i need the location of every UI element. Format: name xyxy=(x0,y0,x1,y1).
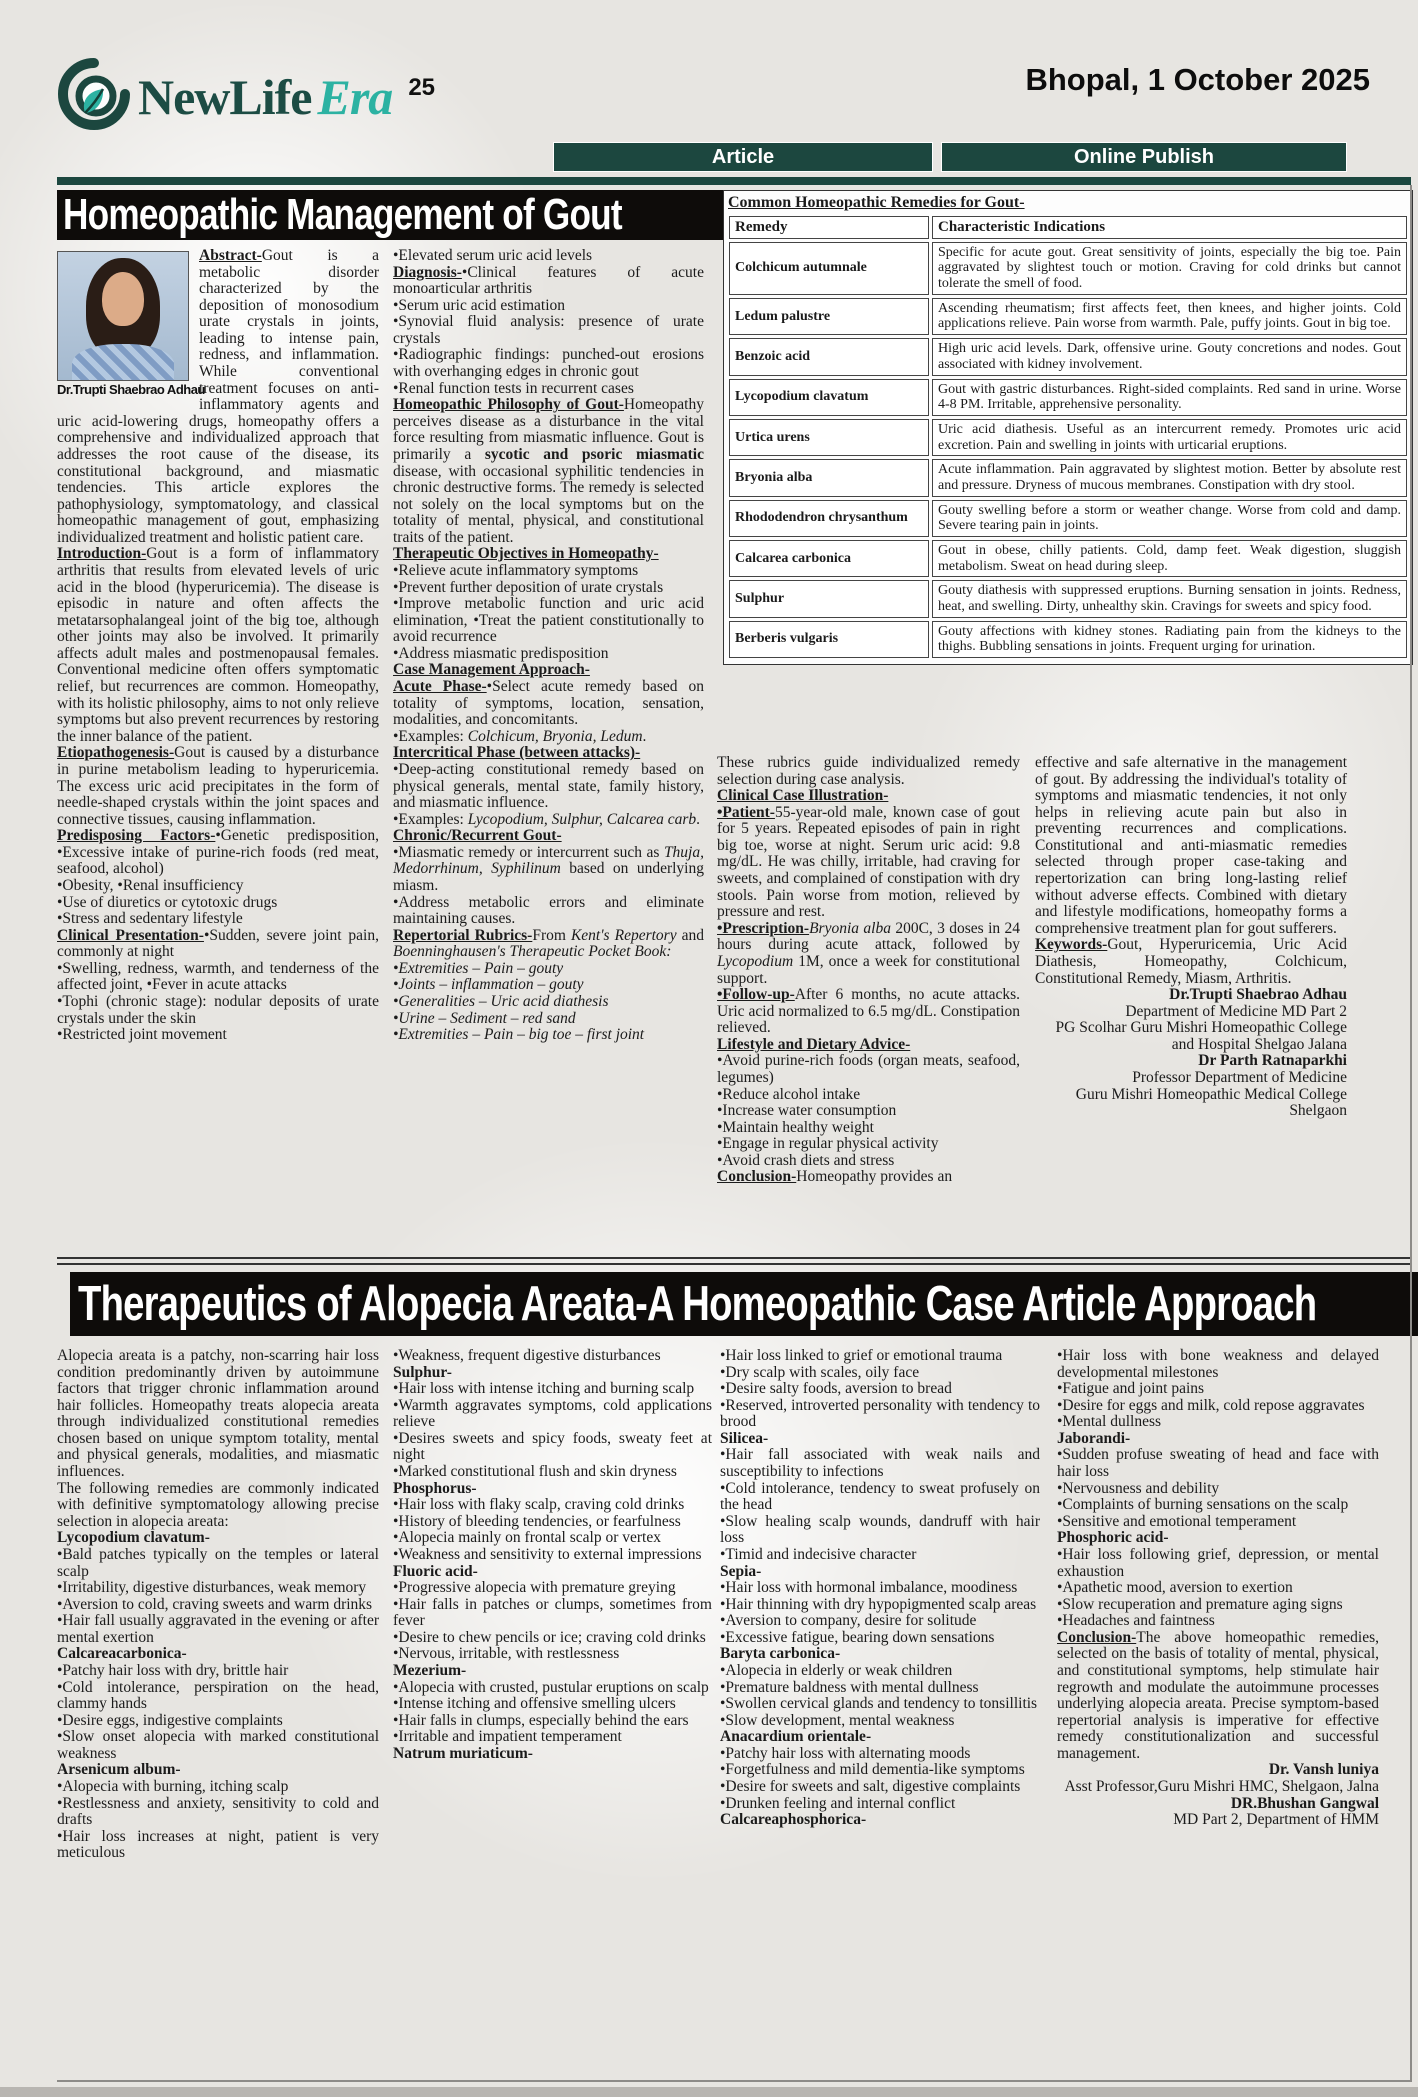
paragraph: •Desires sweets and spicy foods, sweaty feet at night xyxy=(393,1429,712,1464)
article2-column-3 xyxy=(720,1348,1040,1829)
article1-title-bar xyxy=(57,190,753,240)
paragraph: •Desire to chew pencils or ice; craving cold drinks xyxy=(393,1628,706,1646)
paragraph: •Timid and indecisive character xyxy=(720,1545,917,1563)
article2-column-4 xyxy=(1057,1348,1379,1829)
paragraph: •Hair fall usually aggravated in the evening or after mental exertion xyxy=(57,1612,379,1646)
paragraph: •Desire for sweets and salt, digestive complaints xyxy=(720,1778,1021,1796)
paragraph: •Irritable and impatient temperament xyxy=(393,1728,622,1746)
paragraph: Calcareaphosphorica- xyxy=(720,1811,867,1829)
paragraph: Introduction-Gout is a form of inflammatory arthritis that results from elevated levels of uric acid in the blood (hyperuricemia). The disease is episodic in nature and often affects the metatarsophalangeal joint of the big toe, although other joints may also be involved. It primarily affects adult males and postmenopausal females. Conventional medicine often offers symptomatic relief, but recurrences are common. Homeopathy, with its holistic philosophy, aims to not only relieve symptoms but also prevent recurrences by restoring the inner balance of the patient. xyxy=(57,545,379,745)
article1-column-1 xyxy=(57,248,379,1044)
paragraph: •Hair loss with hormonal imbalance, moodiness xyxy=(720,1579,1018,1597)
portrait-face xyxy=(102,272,144,326)
remedies-table-title: Common Homeopathic Remedies for Gout- xyxy=(728,194,1025,211)
remedy-indications: Ascending rheumatism; first affects feet, then knees, and higher joints. Cold applications relieve. Pain worse from warmth. Pale, puffy joints. Gout in big toe. xyxy=(932,298,1407,335)
paragraph: Arsenicum album- xyxy=(57,1761,181,1779)
paragraph: Etiopathogenesis-Gout is caused by a disturbance in purine metabolism leading to hyperuricemia. The excess uric acid precipitates in the form of needle-shaped crystals within the joint spaces and connective tissues, causing inflammation. xyxy=(57,744,379,828)
paragraph: •Reserved, introverted personality with tendency to brood xyxy=(720,1396,1040,1431)
column-header-remedy: Remedy xyxy=(729,216,929,239)
paragraph: •Examples: Lycopodium, Sulphur, Calcarea carb. xyxy=(393,810,701,828)
remedy-name: Calcarea carbonica xyxy=(729,540,929,577)
paragraph: Case Management Approach- xyxy=(393,661,590,679)
brand-name xyxy=(138,68,393,125)
paragraph: •Stress and sedentary lifestyle xyxy=(57,910,243,928)
paragraph: •Drunken feeling and internal conflict xyxy=(720,1794,956,1812)
paragraph: Professor Department of Medicine xyxy=(1132,1068,1347,1086)
brand-name-primary: NewLife xyxy=(138,68,312,125)
paragraph: •Patient-55-year-old male, known case of gout for 5 years. Repeated episodes of pain in right big toe, worse at night. Serum uric acid: 9.8 mg/dL. He was chilly, irritable, had craving for sweets, and complained of constipation with dry stools. Pain worse from motion, relieved by pressure and rest. xyxy=(717,803,1020,921)
paragraph: Anacardium orientale- xyxy=(720,1728,872,1746)
paragraph: Repertorial Rubrics-From Kent's Repertory and Boenninghausen's Therapeutic Pocket Book: xyxy=(393,926,704,961)
paragraph: •Aversion to company, desire for solitude xyxy=(720,1612,977,1630)
paragraph: •Slow development, mental weakness xyxy=(720,1711,955,1729)
header-rule xyxy=(57,177,1411,185)
paragraph: •Joints – inflammation – gouty xyxy=(393,976,584,994)
photo-caption: Dr.Trupti Shaebrao Adhau xyxy=(57,382,205,397)
paragraph: Acute Phase-•Select acute remedy based on totality of symptoms, location, sensation, modalities, and concomitants. xyxy=(393,678,704,729)
paragraph: Alopecia areata is a patchy, non-scarring hair loss condition predominantly driven by autoimmune factors that trigger chronic inflammation around hair follicles. Homeopathy treats alopecia areata through individualized constitutional remedies chosen based on unique symptom totality, mental and physical generals, modalities, and miasmatic influences. xyxy=(57,1347,379,1481)
paragraph: •Elevated serum uric acid levels xyxy=(393,247,593,264)
author-portrait-photo xyxy=(57,251,189,381)
column-header-indications: Characteristic Indications xyxy=(932,216,1407,239)
table-row xyxy=(729,540,1407,577)
table-row xyxy=(729,298,1407,335)
paragraph: •Relieve acute inflammatory symptoms xyxy=(393,561,639,579)
paragraph: •Tophi (chronic stage): nodular deposits of urate crystals under the skin xyxy=(57,993,379,1027)
dateline: Bhopal, 1 October 2025 xyxy=(1025,62,1370,97)
paragraph: •Deep-acting constitutional remedy based on physical generals, mental state, family history, and miasmatic influence. xyxy=(393,760,704,812)
paragraph: •Sudden profuse sweating of head and face with hair loss xyxy=(1057,1446,1379,1481)
paragraph: Natrum muriaticum- xyxy=(393,1744,533,1762)
paragraph: Dr. Vansh luniya xyxy=(1268,1761,1379,1779)
paragraph: •Aversion to cold, craving sweets and warm drinks xyxy=(57,1595,373,1613)
remedy-name: Bryonia alba xyxy=(729,459,929,496)
paragraph: •Address miasmatic predisposition xyxy=(393,644,609,662)
remedy-name: Berberis vulgaris xyxy=(729,621,929,658)
table-row xyxy=(729,500,1407,537)
paragraph: Predisposing Factors-•Genetic predisposition, •Excessive intake of purine-rich foods (red meat, seafood, alcohol) xyxy=(57,827,379,878)
paragraph: Sulphur- xyxy=(393,1363,452,1381)
paragraph: •Synovial fluid analysis: presence of urate crystals xyxy=(393,313,704,347)
paragraph: Dr Parth Ratnaparkhi xyxy=(1198,1052,1347,1070)
article1-column-4 xyxy=(1035,755,1347,1120)
paragraph: •Weakness, frequent digestive disturbances xyxy=(393,1347,661,1364)
paragraph: •Restricted joint movement xyxy=(57,1026,227,1044)
remedy-name: Sulphur xyxy=(729,580,929,617)
paragraph: Keywords-Gout, Hyperuricemia, Uric Acid Diathesis, Homeopathy, Colchicum, Constitutional Remedy, Miasm, Arthritis. xyxy=(1035,936,1347,987)
paragraph: •Miasmatic remedy or intercurrent such as Thuja, Medorrhinum, Syphilinum based on underlying miasm. xyxy=(393,843,704,894)
paragraph: •Swelling, redness, warmth, and tenderness of the affected joint, •Fever in acute attacks xyxy=(57,959,379,994)
table-row xyxy=(729,621,1407,658)
paragraph: •Generalities – Uric acid diathesis xyxy=(393,993,609,1011)
paragraph: •Address metabolic errors and eliminate maintaining causes. xyxy=(393,893,704,928)
paragraph: •Mental dullness xyxy=(1057,1413,1162,1431)
remedy-indications: Gouty affections with kidney stones. Radiating pain from the kidneys to the thighs. Bubbling sensations in joints. Frequent urging for urination. xyxy=(932,621,1407,658)
paragraph: •Alopecia in elderly or weak children xyxy=(720,1661,953,1679)
paragraph: •Serum uric acid estimation xyxy=(393,296,566,314)
remedy-indications: Acute inflammation. Pain aggravated by slightest motion. Better by absolute rest and pressure. Dryness of mucous membranes. Constipation with dry stool. xyxy=(932,459,1407,496)
masthead xyxy=(58,58,435,135)
paragraph: •Alopecia mainly on frontal scalp or vertex xyxy=(393,1529,661,1547)
paragraph: •Cold intolerance, perspiration on the head, clammy hands xyxy=(57,1678,379,1713)
paragraph: •Bald patches typically on the temples or lateral scalp xyxy=(57,1545,379,1580)
table-header-row xyxy=(729,216,1407,239)
paragraph: •Weakness and sensitivity to external impressions xyxy=(393,1545,702,1563)
paragraph: •Hair loss increases at night, patient is very meticulous xyxy=(57,1827,379,1862)
paragraph: •Irritability, digestive disturbances, weak memory xyxy=(57,1579,367,1597)
remedy-name: Lycopodium clavatum xyxy=(729,379,929,416)
article2-column-1 xyxy=(57,1348,379,1862)
article2-title-bar xyxy=(70,1272,1418,1336)
paragraph: •Extremities – Pain – gouty xyxy=(393,959,564,977)
paragraph: Phosphorus- xyxy=(393,1479,477,1497)
paragraph: •Headaches and faintness xyxy=(1057,1612,1215,1630)
paragraph: Baryta carbonica- xyxy=(720,1645,841,1663)
paragraph: •Maintain healthy weight xyxy=(717,1118,874,1136)
remedy-name: Urtica urens xyxy=(729,419,929,456)
paragraph: •Improve metabolic function and uric acid elimination, •Treat the patient constitutionally to avoid recurrence xyxy=(393,595,704,646)
paragraph: •Slow healing scalp wounds, dandruff with hair loss xyxy=(720,1512,1040,1547)
paragraph: •Desire salty foods, aversion to bread xyxy=(720,1380,952,1398)
portrait-body xyxy=(72,344,174,381)
table-row xyxy=(729,379,1407,416)
remedy-indications: Gouty swelling before a storm or weather change. Worse from cold and damp. Severe tearing pain in joints. xyxy=(932,500,1407,537)
section-separator-bottom xyxy=(57,1263,1412,1265)
article2-title: Therapeutics of Alopecia Areata-A Homeopathic Case Article Approach xyxy=(78,1277,1317,1331)
paragraph: •Forgetfulness and mild dementia-like symptoms xyxy=(720,1761,1025,1779)
table-row xyxy=(729,242,1407,295)
paragraph: •Hair loss linked to grief or emotional trauma xyxy=(720,1347,1003,1364)
paragraph: •Use of diuretics or cytotoxic drugs xyxy=(57,893,278,911)
table-row xyxy=(729,580,1407,617)
paragraph: •Slow onset alopecia with marked constitutional weakness xyxy=(57,1728,379,1762)
paragraph: •Warmth aggravates symptoms, cold applications relieve xyxy=(393,1396,712,1431)
paragraph: •Desire eggs, indigestive complaints xyxy=(57,1711,283,1729)
paragraph: •Prescription-Bryonia alba 200C, 3 doses in 24 hours during acute attack, followed by Lycopodium 1M, once a week for constitutional support. xyxy=(717,919,1020,987)
paragraph: Guru Mishri Homeopathic Medical College Shelgaon xyxy=(1075,1085,1347,1120)
paragraph: Department of Medicine MD Part 2 xyxy=(1125,1002,1347,1020)
paragraph: •Intense itching and offensive smelling ulcers xyxy=(393,1695,676,1713)
paragraph: •Nervousness and debility xyxy=(1057,1479,1220,1497)
paragraph: •Follow-up-After 6 months, no acute attacks. Uric acid normalized to 6.5 mg/dL. Constipation relieved. xyxy=(717,986,1020,1037)
paragraph: MD Part 2, Department of HMM xyxy=(1173,1811,1379,1829)
article1-column-3 xyxy=(717,755,1020,1186)
paragraph: •Restlessness and anxiety, sensitivity to cold and drafts xyxy=(57,1794,379,1829)
remedy-indications: Gout in obese, chilly patients. Cold, damp feet. Weak digestion, sluggish metabolism. Sweat on head during sleep. xyxy=(932,540,1407,577)
paragraph: •Premature baldness with mental dullness xyxy=(720,1678,979,1696)
remedy-indications: High uric acid levels. Dark, offensive urine. Gouty concretions and nodes. Gout associated with kidney involvement. xyxy=(932,338,1407,375)
paragraph: •Swollen cervical glands and tendency to tonsillitis xyxy=(720,1695,1038,1713)
paragraph: Calcareacarbonica- xyxy=(57,1645,187,1663)
paragraph: •History of bleeding tendencies, or fearfulness xyxy=(393,1512,681,1530)
paragraph: Dr.Trupti Shaebrao Adhau xyxy=(1169,986,1347,1004)
section-separator-top xyxy=(57,1257,1412,1259)
paragraph: •Nervous, irritable, with restlessness xyxy=(393,1645,620,1663)
paragraph: •Hair loss following grief, depression, or mental exhaustion xyxy=(1057,1545,1379,1580)
paragraph: •Hair thinning with dry hypopigmented scalp areas xyxy=(720,1595,1037,1613)
remedy-name: Ledum palustre xyxy=(729,298,929,335)
paragraph: •Hair loss with bone weakness and delayed developmental milestones xyxy=(1057,1347,1379,1381)
article2-column-2 xyxy=(393,1348,712,1762)
paragraph: Asst Professor,Guru Mishri HMC, Shelgaon, Jalna xyxy=(1064,1778,1379,1796)
author-portrait-block xyxy=(57,251,205,397)
paragraph: •Reduce alcohol intake xyxy=(717,1085,861,1103)
paragraph: Homeopathic Philosophy of Gout-Homeopathy perceives disease as a disturbance in the vital force resulting from miasmatic influence. Gout is primarily a sycotic and psoric miasmatic disease, with occasional syphilitic tendencies in chronic destructive forms. The remedy is selected not solely on the local symptoms but on the totality of mental, physical, and constitutional traits of the patient. xyxy=(393,396,704,546)
paragraph: •Marked constitutional flush and skin dryness xyxy=(393,1463,677,1481)
paragraph: Conclusion-The above homeopathic remedies, selected on the basis of totality of mental, physical, and constitutional symptoms, help stimulate hair regrowth and modulate the autoimmune processes underlying alopecia areata. Precise symptom-based repertorial analysis is imperative for effective remedy constitutionalization and successful management. xyxy=(1057,1628,1379,1762)
paragraph: •Cold intolerance, tendency to sweat profusely on the head xyxy=(720,1479,1040,1514)
paragraph: Chronic/Recurrent Gout- xyxy=(393,827,562,845)
paragraph: •Apathetic mood, aversion to exertion xyxy=(1057,1579,1293,1597)
paragraph: •Increase water consumption xyxy=(717,1102,897,1120)
paragraph: Mezerium- xyxy=(393,1661,467,1679)
paragraph: •Prevent further deposition of urate crystals xyxy=(393,578,664,596)
paragraph: •Fatigue and joint pains xyxy=(1057,1380,1205,1398)
remedies-table xyxy=(723,190,1413,665)
paragraph: •Dry scalp with scales, oily face xyxy=(720,1363,920,1381)
paragraph: Lifestyle and Dietary Advice- xyxy=(717,1035,911,1053)
remedy-name: Rhododendron chrysanthum xyxy=(729,500,929,537)
paragraph: Therapeutic Objectives in Homeopathy- xyxy=(393,545,659,563)
paragraph: •Obesity, •Renal insufficiency xyxy=(57,876,244,894)
remedy-indications: Specific for acute gout. Great sensitivity of joints, especially the big toe. Pain aggravated by slightest touch or motion. Craving for cold drinks but cannot tolerate the smell of food. xyxy=(932,242,1407,295)
paragraph: •Hair loss with flaky scalp, craving cold drinks xyxy=(393,1496,685,1514)
paragraph: •Progressive alopecia with premature greying xyxy=(393,1579,676,1597)
page-bottom-band xyxy=(0,2087,1418,2097)
paragraph: Fluoric acid- xyxy=(393,1562,478,1580)
brand-leaf-icon xyxy=(58,58,130,135)
paragraph: Clinical Presentation-•Sudden, severe joint pain, commonly at night xyxy=(57,926,379,961)
paragraph: Clinical Case Illustration- xyxy=(717,787,889,805)
paragraph: •Alopecia with burning, itching scalp xyxy=(57,1778,289,1796)
paragraph: •Hair falls in patches or clumps, sometimes from fever xyxy=(393,1595,712,1630)
paragraph: •Hair loss with intense itching and burning scalp xyxy=(393,1380,695,1398)
remedy-indications: Uric acid diathesis. Useful as an intercurrent remedy. Promotes uric acid excretion. Pain and swelling in joints with urticarial eruptions. xyxy=(932,419,1407,456)
paragraph: DR.Bhushan Gangwal xyxy=(1230,1794,1379,1812)
paragraph: Phosphoric acid- xyxy=(1057,1529,1169,1547)
paragraph: The following remedies are commonly indicated with definitive symptomatology allowing precise selection in alopecia areata: xyxy=(57,1479,379,1530)
paragraph: •Urine – Sediment – red sand xyxy=(393,1009,576,1027)
paragraph: •Complaints of burning sensations on the scalp xyxy=(1057,1496,1349,1514)
remedy-name: Colchicum autumnale xyxy=(729,242,929,295)
paragraph: •Hair fall associated with weak nails and susceptibility to infections xyxy=(720,1446,1040,1481)
paragraph: •Patchy hair loss with dry, brittle hair xyxy=(57,1661,289,1679)
paragraph: Silicea- xyxy=(720,1429,769,1447)
paragraph: •Avoid crash diets and stress xyxy=(717,1151,895,1169)
paragraph: Abstract-Gout is a metabolic disorder characterized by the deposition of monosodium urate crystals in joints, leading to intense pain, redness, and inflammation. While conventional treatment focuses on anti-inflammatory agents and uric acid-lowering drugs, homeopathy offers a comprehensive and individualized approach that addresses the root cause of the disease, its constitutional background, and miasmatic tendencies. This article explores the pathophysiology, symptomatology, and classical homeopathic management of gout, emphasizing individualized treatment and holistic patient care. xyxy=(57,247,379,546)
page-number: 25 xyxy=(408,73,436,101)
table-row xyxy=(729,338,1407,375)
paragraph: •Hair falls in clumps, especially behind the ears xyxy=(393,1711,689,1729)
article-band: Article xyxy=(553,142,933,172)
paragraph: •Radiographic findings: punched-out erosions with overhanging edges in chronic gout xyxy=(393,346,704,381)
paragraph: •Desire for eggs and milk, cold repose aggravates xyxy=(1057,1396,1365,1414)
paragraph: Intercritical Phase (between attacks)- xyxy=(393,744,641,762)
paragraph: Jaborandi- xyxy=(1057,1429,1131,1447)
paragraph: Lycopodium clavatum- xyxy=(57,1529,210,1547)
paragraph: Conclusion-Homeopathy provides an xyxy=(717,1168,953,1186)
paragraph: Diagnosis-•Clinical features of acute monoarticular arthritis xyxy=(393,263,704,298)
paragraph: •Renal function tests in recurrent cases xyxy=(393,379,634,397)
table-row xyxy=(729,459,1407,496)
paragraph: •Alopecia with crusted, pustular eruptions on scalp xyxy=(393,1678,709,1696)
paragraph: •Excessive fatigue, bearing down sensations xyxy=(720,1628,995,1646)
paragraph: •Examples: Colchicum, Bryonia, Ledum. xyxy=(393,727,647,745)
paragraph: PG Scolhar Guru Mishri Homeopathic College and Hospital Shelgao Jalana xyxy=(1055,1019,1347,1053)
paragraph: Sepia- xyxy=(720,1562,762,1580)
remedy-indications: Gout with gastric disturbances. Right-sided complaints. Red sand in urine. Worse 4-8 PM. Irritable, apprehensive personality. xyxy=(932,379,1407,416)
remedy-name: Benzoic acid xyxy=(729,338,929,375)
paragraph: •Engage in regular physical activity xyxy=(717,1135,939,1153)
remedy-indications: Gouty diathesis with suppressed eruptions. Burning sensation in joints. Redness, heat, and swelling. Dirty, unhealthy skin. Cravings for sweets and spicy food. xyxy=(932,580,1407,617)
paragraph: •Slow recuperation and premature aging signs xyxy=(1057,1595,1343,1613)
page-bottom-rule xyxy=(57,2080,1412,2082)
online-publish-band: Online Publish xyxy=(941,142,1347,172)
paragraph: •Avoid purine-rich foods (organ meats, seafood, legumes) xyxy=(717,1052,1020,1086)
article1-column-2 xyxy=(393,248,704,1044)
paragraph: •Sensitive and emotional temperament xyxy=(1057,1512,1297,1530)
paragraph: These rubrics guide individualized remedy selection during case analysis. xyxy=(717,754,1020,788)
page-right-rule xyxy=(1410,185,1412,2082)
paragraph: effective and safe alternative in the management of gout. By addressing the individual's totality of symptoms and miasmatic tendencies, it not only helps in relieving acute pain but also in preventing recurrences and complications. Constitutional and anti-miasmatic remedies selected through proper case-taking and repertorization can bring long-lasting relief without adverse effects. Combined with dietary and lifestyle modifications, homeopathy forms a comprehensive treatment plan for gout sufferers. xyxy=(1035,754,1347,937)
table-row xyxy=(729,419,1407,456)
brand-name-secondary: Era xyxy=(317,68,393,125)
paragraph: •Extremities – Pain – big toe – first joint xyxy=(393,1026,645,1044)
paragraph: •Patchy hair loss with alternating moods xyxy=(720,1744,971,1762)
article1-title: Homeopathic Management of Gout xyxy=(63,190,622,239)
